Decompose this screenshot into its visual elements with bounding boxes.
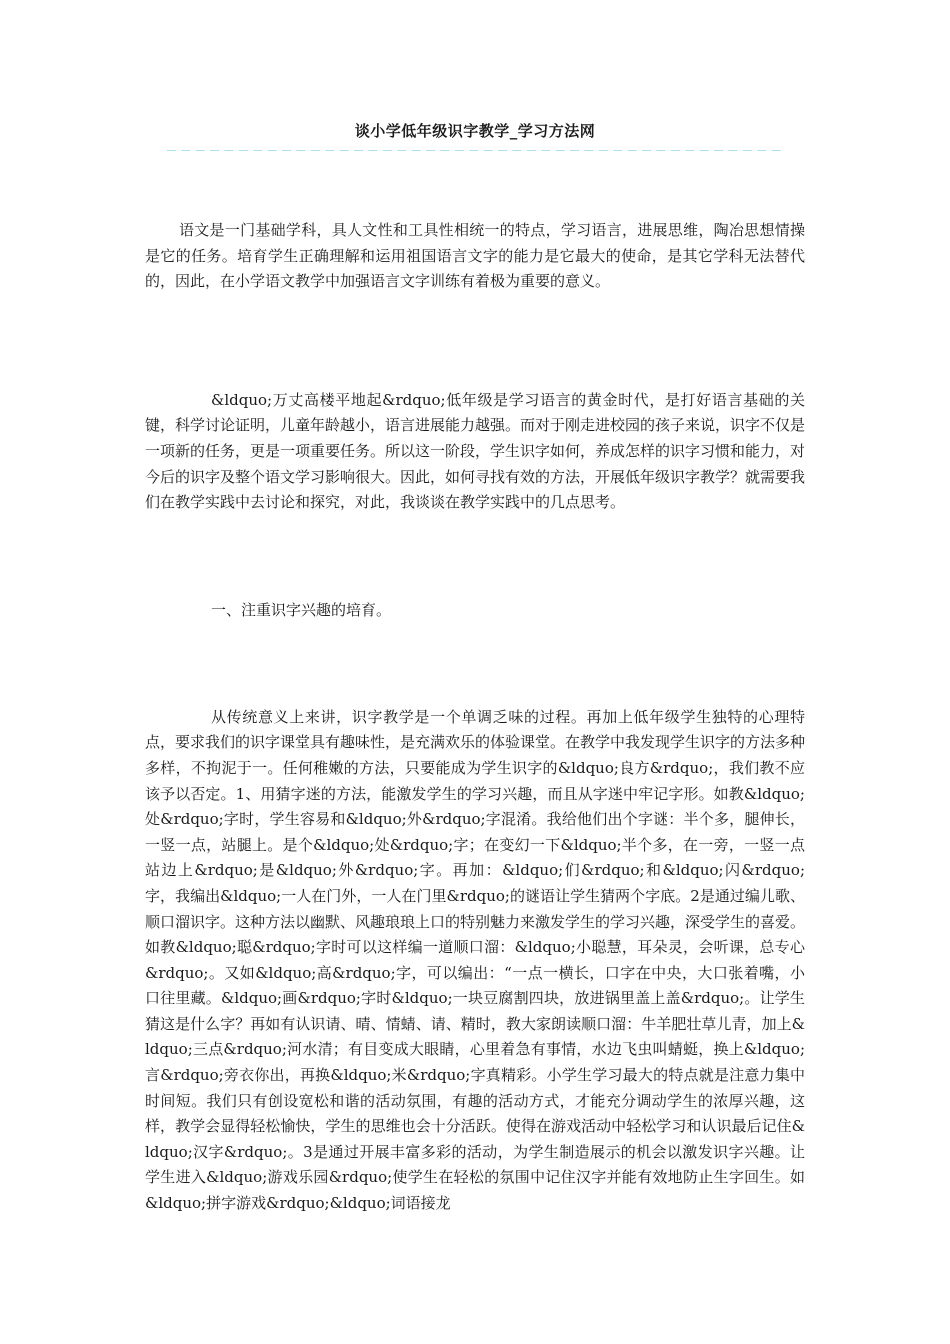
section-heading: 一、注重识字兴趣的培育。 (211, 600, 392, 619)
document-page (145, 120, 805, 1217)
paragraph-second: &ldquo;万丈高楼平地起&rdquo;低年级是学习语言的黄金时代，是打好语言基础的关键，科学讨论证明，儿童年龄越小，语言进展能力越强。而对于刚走进校园的孩子来说，识字不仅是一项新的任务，更是一项重要任务。所以这一阶段，学生识字如何，养成怎样的识字习惯和能力，对今后的识字及整个语文学习影响很大。因此，如何寻找有效的方法，开展低年级识字教学？就需要我们在教学实践中去讨论和探究，对此，我谈谈在教学实践中的几点思考。 (145, 390, 806, 512)
title-underline-rule: －－－－－－－－－－－－－－－－－－－－－－－－－－－－－－－－－－－－－－－－－－－ (165, 146, 785, 156)
paragraph-third: 从传统意义上来讲，识字教学是一个单调乏味的过程。再加上低年级学生独特的心理特点，要求我们的识字课堂具有趣味性，是充满欢乐的体验课堂。在教学中我发现学生识字的方法多种多样，不拘泥于一。任何稚嫩的方法，只要能成为学生识字的&ldquo;良方&rdquo;，我们教不应该予以否定。1、用猜字迷的方法，能激发学生的学习兴趣，而且从字迷中牢记字形。如教&ldquo;处&rdquo;字时，学生容易和&ldquo;外&rdquo;字混淆。我给他们出个字谜：半个多，腿伸长，一竖一点，站腿上。是个&ldquo;处&rdquo;字；在变幻一下&ldquo;半个多，在一旁，一竖一点站边上&rdquo;是&ldquo;外&rdquo;字。再加：&ldquo;们&rdquo;和&ldquo;闪&rdquo;字，我编出&ldquo;一人在门外，一人在门里&rdquo;的谜语让学生猜两个字底。2是通过编儿歌、顺口溜识字。这种方法以幽默、风趣琅琅上口的特别魅力来激发学生的学习兴趣，深受学生的喜爱。如教&ldquo;聪&rdquo;字时可以这样编一道顺口溜：&ldquo;小聪慧，耳朵灵，会听课，总专心&rdquo;。又如&ldquo;高&rdquo;字，可以编出：“一点一横长，口字在中央，大口张着嘴，小口往里藏。&ldquo;画&rdquo;字时&ldquo;一块豆腐割四块，放进锅里盖上盖&rdquo;。让学生猜这是什么字？再如有认识请、晴、情蜻、请、精时，教大家朗读顺口溜：牛羊肥壮草儿青，加上&ldquo;三点&rdquo;河水清；有目变成大眼睛，心里着急有事情，水边飞虫叫蜻蜓，换上&ldquo;言&rdquo;旁衣你出，再换&ldquo;米&rdquo;字真精彩。小学生学习最大的特点就是注意力集中时间短。我们只有创设宽松和谐的活动氛围，有趣的活动方式，才能充分调动学生的浓厚兴趣，这样，教学会显得轻松愉快，学生的思维也会十分活跃。使得在游戏活动中轻松学习和认识最后记住&ldquo;汉字&rdquo;。3是通过开展丰富多彩的活动，为学生制造展示的机会以激发识字兴趣。让学生进入&ldquo;游戏乐园&rdquo;使学生在轻松的氛围中记住汉字并能有效地防止生字回生。如&ldquo;拼字游戏&rdquo;&ldquo;词语接龙 (145, 707, 806, 1213)
paragraph-intro: 语文是一门基础学科，具人文性和工具性相统一的特点，学习语言，进展思维，陶冶思想情操是它的任务。培育学生正确理解和运用祖国语言文字的能力是它最大的使命，是其它学科无法替代的，因此，在小学语文教学中加强语言文字训练有着极为重要的意义。 (145, 221, 805, 291)
document-title: 谈小学低年级识字教学_学习方法网 (354, 122, 596, 140)
